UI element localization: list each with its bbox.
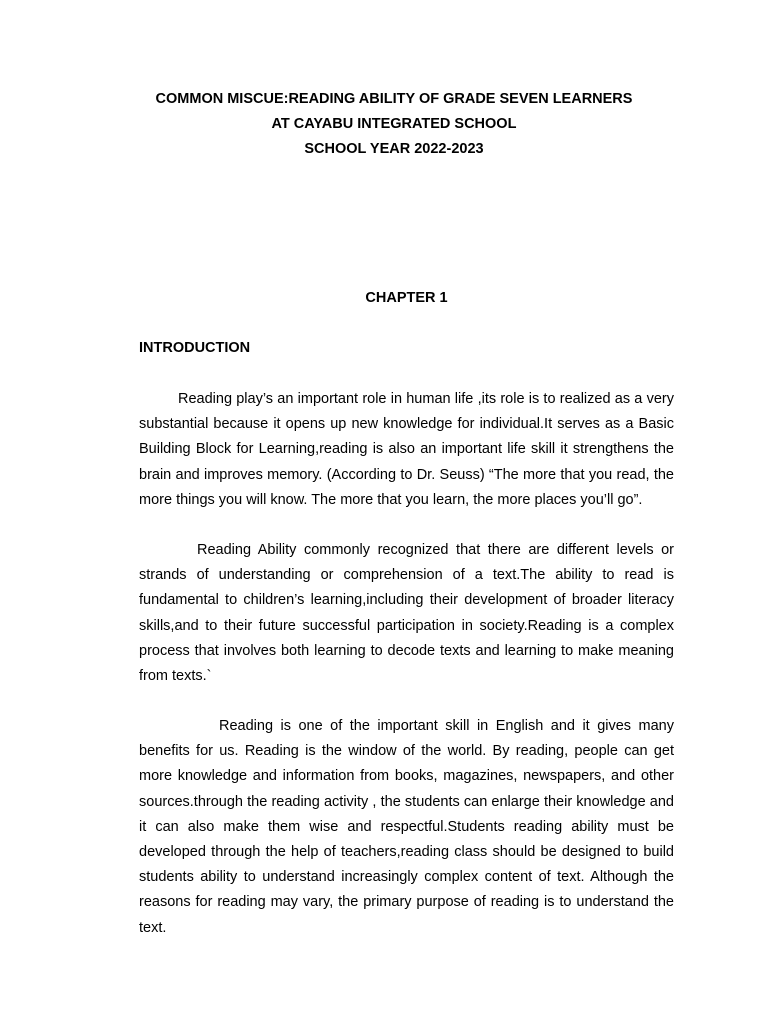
paragraph-3: Reading is one of the important skill in English and it gives many benefits for us. Reading is the window of the world. By reading, people can get more knowledge and information from books, magazines, newspapers, and other sources.through the reading activity , the students can enlarge their knowledge and it can also make them wise and respectful.Students reading ability must be developed through the help of teachers,reading class should be designed to build students ability to understand increasingly complex content of text. Although the reasons for reading may vary, the primary purpose of reading is to understand the text. — [139, 718, 674, 936]
title-line-1: COMMON MISCUE:READING ABILITY OF GRADE SEVEN LEARNERS — [155, 91, 633, 107]
document-title — [0, 87, 768, 162]
section-heading-introduction: INTRODUCTION — [139, 340, 251, 356]
title-line-2: AT CAYABU INTEGRATED SCHOOL — [271, 116, 517, 132]
chapter-heading: CHAPTER 1 — [365, 290, 448, 306]
paragraph-2: Reading Ability commonly recognized that there are different levels or strands of understanding or comprehension of a text.The ability to read is fundamental to children’s learning,including their development of broader literacy skills,and to their future successful participation in society.Reading is a complex process that involves both learning to decode texts and learning to make meaning from texts.` — [139, 542, 674, 685]
paragraph-1: Reading play’s an important role in human life ,its role is to realized as a very substantial because it opens up new knowledge for individual.It serves as a Basic Building Block for Learning,reading is also an important life skill it strengthens the brain and improves memory. (According to Dr. Seuss) “The more that you read, the more things you will know. The more that you learn, the more places you’ll go”. — [139, 391, 674, 508]
title-line-3: SCHOOL YEAR 2022-2023 — [304, 141, 484, 157]
